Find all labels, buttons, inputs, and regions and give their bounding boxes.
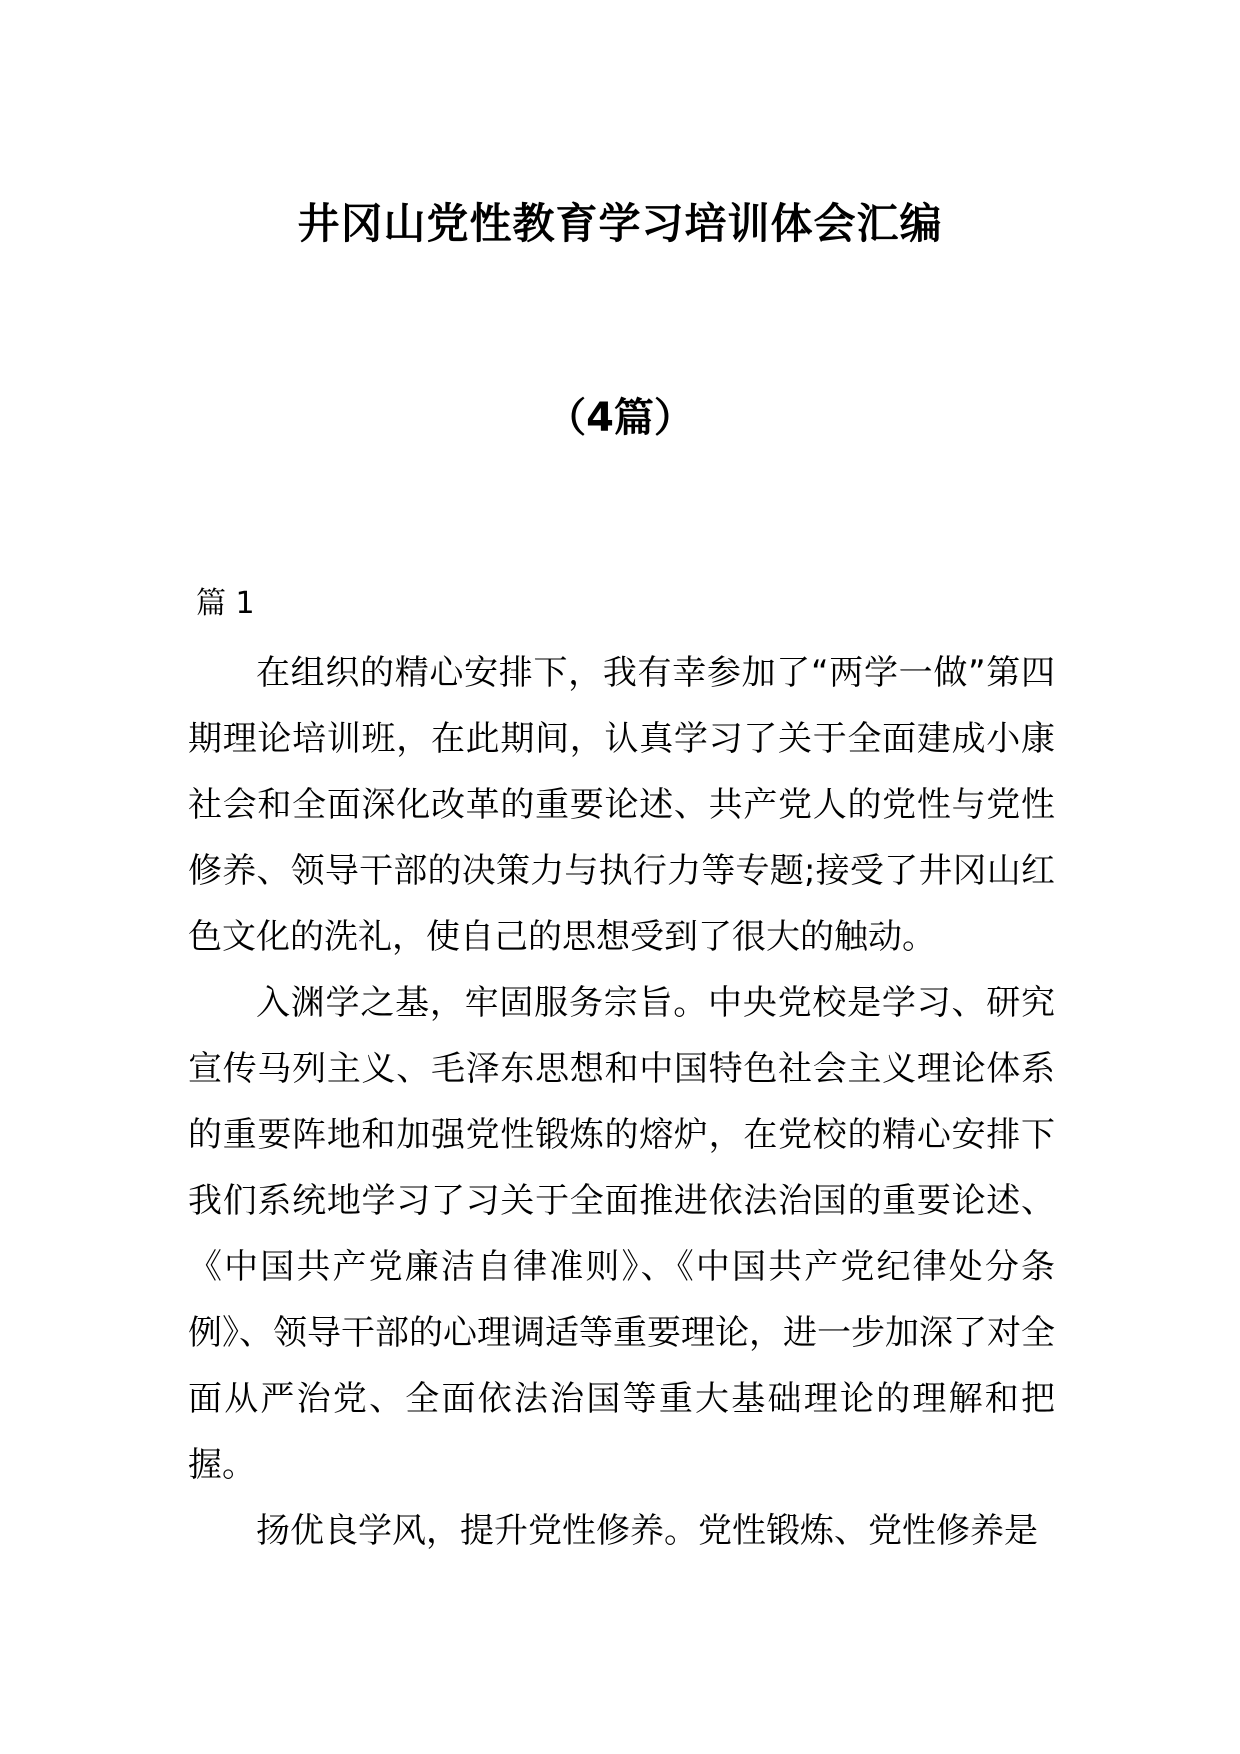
paragraph: 在组织的精心安排下，我有幸参加了“两学一做”第四期理论培训班，在此期间，认真学习了关于全面建成小康社会和全面深化改革的重要论述、共产党人的党性与党性修养、领导干部的决策力与执行力等专题;接受了井冈山红色文化的洗礼，使自己的思想受到了很大的触动。 (188, 653, 1055, 957)
paragraph: 扬优良学风，提升党性修养。党性锻炼、党性修养是 (256, 1511, 1038, 1551)
document-title: 井冈山党性教育学习培训体会汇编 (297, 199, 943, 248)
paragraph: 入渊学之基，牢固服务宗旨。中央党校是学习、研究宣传马列主义、毛泽东思想和中国特色社会主义理论体系的重要阵地和加强党性锻炼的熔炉，在党校的精心安排下我们系统地学习了习关于全面推进依法治国的重要论述、《中国共产党廉洁自律准则》、《中国共产党纪律处分条例》、领导干部的心理调适等重要理论，进一步加深了对全面从严治党、全面依法治国等重大基础理论的理解和把握。 (188, 983, 1055, 1485)
document-subtitle: （4篇） (546, 395, 694, 441)
body-text (188, 640, 1055, 1564)
section-label: 篇 1 (196, 586, 255, 621)
